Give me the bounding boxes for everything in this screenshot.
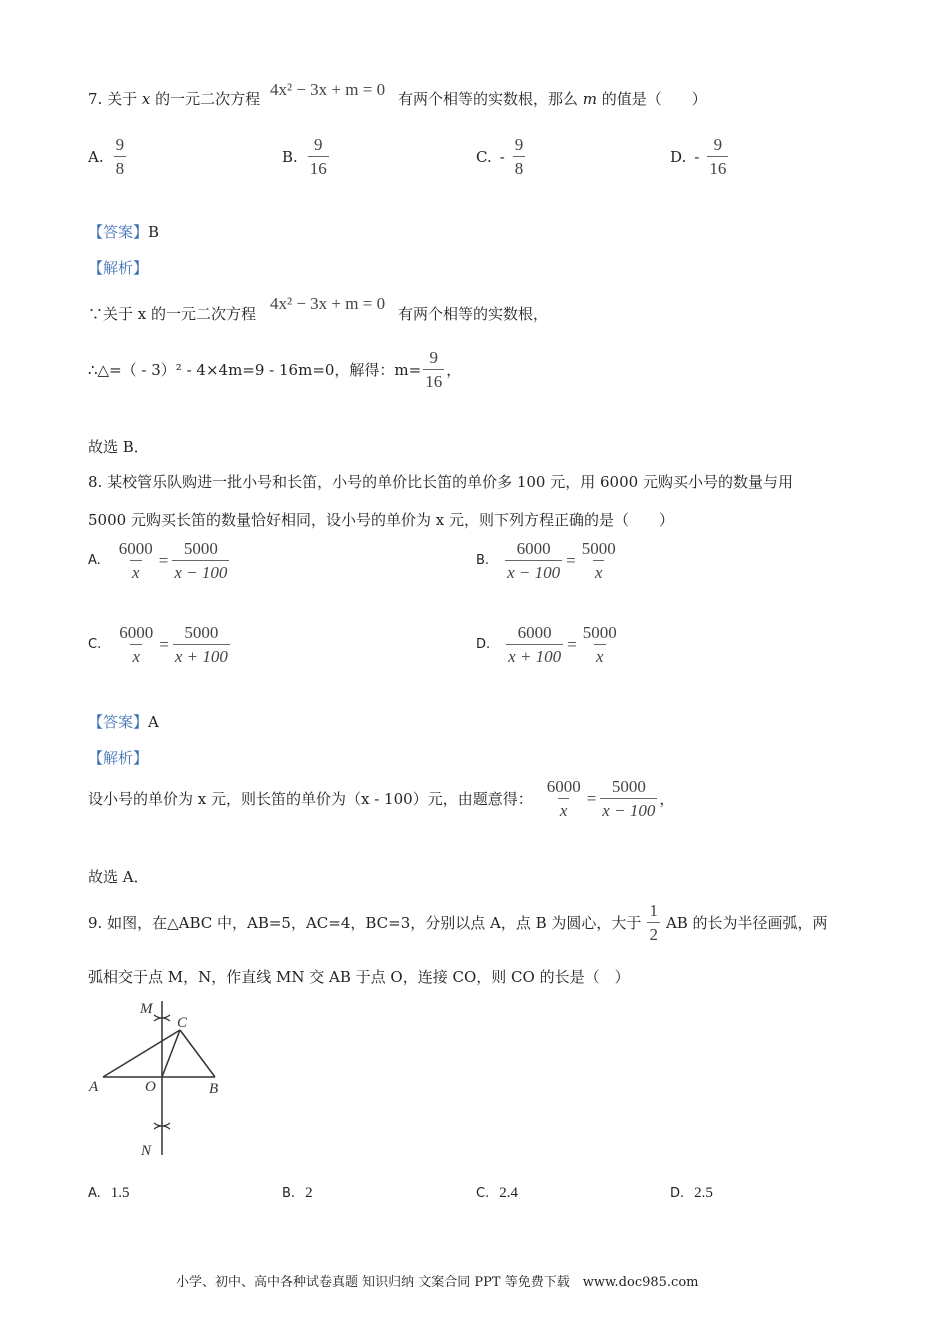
q7-stem-tail: 有两个相等的实数根，那么 m 的值是（ ） (398, 90, 707, 108)
q8-conclusion: 故选 A． (88, 868, 149, 886)
q8-a-left-fraction: $\frac{6000}{x}$ (118, 539, 153, 582)
q7-var-m: m (582, 90, 598, 108)
q7-analysis-tag: 【解析】 (88, 259, 149, 277)
q8-answer-value: A (148, 713, 159, 731)
q7-answer-tag: 【答案】 (88, 223, 149, 241)
q7-option-a[interactable]: A. $\frac{9}{8}$ (88, 135, 125, 178)
q8-a-right-fraction: $\frac{5000}{x - 100}$ (174, 539, 228, 582)
q7-stem (88, 88, 260, 109)
page-footer: 小学、初中、高中各种试卷真题 知识归纳 文案合同 PPT 等免费下载 www.doc985.com (176, 1275, 699, 1290)
q9-stem-line1: 9. 如图，在△ABC 中，AB=5，AC=4，BC=3，分别以点 A，点 B 为圆心，大于 $\frac{1}{2}$ AB 的长为半径画弧，两 (88, 901, 828, 944)
q7-option-b-fraction: $\frac{9}{16}$ (309, 135, 327, 178)
q7-option-c-fraction: $\frac{9}{8}$ (514, 135, 524, 178)
q8-d-left-fraction: $\frac{6000}{x + 100}$ (508, 623, 562, 666)
label-n: N (141, 1143, 152, 1159)
label-o: O (145, 1079, 156, 1095)
q7-option-a-fraction: $\frac{9}{8}$ (115, 135, 125, 178)
q8-analysis-tag: 【解析】 (88, 749, 149, 767)
q8-stem-line1: 8. 某校管乐队购进一批小号和长笛，小号的单价比长笛的单价多 100 元，用 6000 元购买小号的数量与用 (88, 473, 793, 491)
q7-result-fraction: $\frac{9}{16}$ (425, 348, 443, 391)
q8-c-right-fraction: $\frac{5000}{x + 100}$ (174, 623, 228, 666)
q9-option-a[interactable]: A. 1.5 (88, 1185, 130, 1201)
q8-option-a[interactable]: A. $\frac{6000}{x}$ = $\frac{5000}{x - 100}$ (88, 539, 228, 582)
q9-figure (85, 995, 245, 1160)
q9-option-b[interactable]: B. 2 (282, 1185, 313, 1201)
q8-stem-line2: 5000 元购买长笛的数量恰好相同，设小号的单价为 x 元，则下列方程正确的是（ ） (88, 511, 674, 529)
q8-option-c[interactable]: C. $\frac{6000}{x}$ = $\frac{5000}{x + 100}$ (88, 623, 228, 666)
q7-explanation-2: ∴△=（ - 3）² - 4×4m=9 - 16m=0，解得：m= $\frac{9}{16}$ ， (88, 348, 462, 391)
q7-stem-mid: 的一元二次方程 (150, 90, 261, 108)
q8-d-right-fraction: $\frac{5000}{x}$ (582, 623, 617, 666)
q8-b-right-fraction: $\frac{5000}{x}$ (581, 539, 616, 582)
label-m: M (140, 1001, 153, 1017)
q7-conclusion: 故选 B． (88, 438, 149, 456)
label-a: A (89, 1079, 99, 1095)
q9-option-d[interactable]: D. 2.5 (670, 1185, 713, 1201)
q7-stem-pre: 7. 关于 (88, 90, 142, 108)
q8-exp-left-fraction: $\frac{6000}{x}$ (546, 777, 581, 820)
label-c: C (177, 1015, 188, 1031)
q7-explanation-1: ∵关于 x 的一元二次方程 (88, 305, 256, 323)
q8-answer-tag: 【答案】 (88, 713, 149, 731)
segment-ac (103, 1030, 180, 1077)
q7-option-c[interactable]: C. - $\frac{9}{8}$ (476, 135, 524, 178)
q9-half-fraction: $\frac{1}{2}$ (649, 901, 658, 944)
q7-explanation-eq: 4x² − 3x + m = 0 (270, 294, 386, 313)
q8-b-left-fraction: $\frac{6000}{x - 100}$ (507, 539, 561, 582)
q7-option-d-fraction: $\frac{9}{16}$ (709, 135, 727, 178)
q7-option-d[interactable]: D. - $\frac{9}{16}$ (670, 135, 727, 178)
segment-co (162, 1030, 180, 1077)
q7-answer-value: B (148, 223, 160, 241)
q7-option-b[interactable]: B. $\frac{9}{16}$ (282, 135, 327, 178)
q8-answer (88, 711, 159, 732)
q9-option-c[interactable]: C. 2.4 (476, 1185, 518, 1201)
q7-equation: 4x² − 3x + m = 0 (270, 80, 386, 99)
q7-answer (88, 221, 159, 242)
q8-exp-right-fraction: $\frac{5000}{x - 100}$ (602, 777, 656, 820)
segment-bc (180, 1030, 215, 1077)
label-b: B (209, 1081, 219, 1097)
q8-option-d[interactable]: D. $\frac{6000}{x + 100}$ = $\frac{5000}{x}$ (476, 623, 617, 666)
q8-c-left-fraction: $\frac{6000}{x}$ (119, 623, 154, 666)
q8-option-b[interactable]: B. $\frac{6000}{x - 100}$ = $\frac{5000}{x}$ (476, 539, 616, 582)
q7-explanation-1-tail: 有两个相等的实数根， (398, 305, 549, 323)
q8-explanation: 设小号的单价为 x 元，则长笛的单价为（x - 100）元，由题意得： $\frac{6000}{x}$ = $\frac{5000}{x - 100}$ ， (88, 777, 675, 820)
q9-stem-line2: 弧相交于点 M，N，作直线 MN 交 AB 于点 O，连接 CO，则 CO 的长是（ ） (88, 968, 630, 986)
q7-var-x: x (141, 90, 151, 108)
